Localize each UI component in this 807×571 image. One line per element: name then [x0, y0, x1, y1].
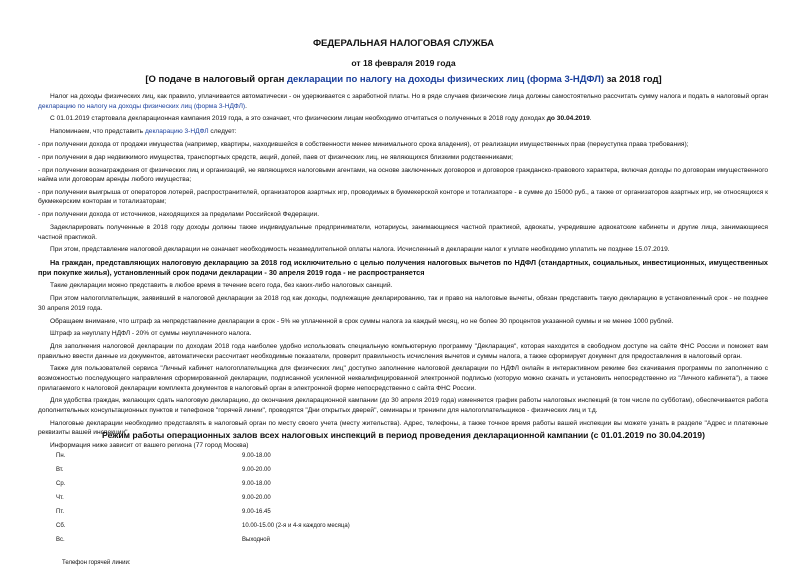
- day: Ср.: [56, 481, 66, 487]
- day: Вт.: [56, 467, 64, 473]
- title-suffix: за 2018 год]: [604, 74, 662, 85]
- paragraph: [38, 114, 768, 124]
- declaration-3ndfl-link[interactable]: декларацию 3-НДФЛ: [144, 128, 209, 136]
- day: Сб.: [56, 523, 66, 529]
- hours: 9.00-18.00: [242, 453, 271, 459]
- text: следует:: [208, 128, 237, 136]
- bold-paragraph: На граждан, представляющих налоговую декларацию за 2018 год исключительно с целью получения налоговых вычетов по НДФЛ (стандартных, социальных, инвестиционных, имущественных при покупке жилья), установленный срок подачи декларации - 30 апреля 2019 года - не распространяется: [38, 258, 768, 278]
- title-prefix: [О подаче в налоговый орган: [145, 74, 287, 85]
- schedule-row: [56, 467, 456, 477]
- list-item: - при получении выигрыша от операторов лотерей, распространителей, организаторов азартных игр, проводимых в букмекерской конторе и тотализаторе - в сумме до 15000 руб., а также от организаторов азартных игр, не относящихся к букмекерским конторам и тотализаторам;: [38, 188, 768, 206]
- day: Пн.: [56, 453, 66, 459]
- schedule-row: [56, 453, 456, 463]
- schedule-row: [56, 509, 456, 519]
- paragraph: Также для пользователей сервиса "Личный кабинет налогоплательщика для физических лиц" доступно заполнение налоговой декларации по НДФЛ онлайн в интерактивном режиме без скачивания программы по заполнению с возможностью последующего направления сформированной декларации, подписанной усиленной неквалифицированной электронной подписью (которую можно скачать и установить непосредственно из "Личного кабинета"), а также прилагаемого к налоговой декларации комплекта документов в налоговый орган в электронной форме непосредственно с сайта ФНС России.: [38, 365, 768, 392]
- document-body: [38, 92, 768, 454]
- list-item: - при получении дохода от источников, находящихся за пределами Российской Федерации.: [38, 211, 320, 219]
- schedule-title: Режим работы операционных залов всех налоговых инспекций в период проведения декларационной кампании (с 01.01.2019 по 30.04.2019): [102, 430, 705, 440]
- schedule-row: [56, 495, 456, 505]
- paragraph: [38, 127, 768, 137]
- paragraph: Информация ниже зависит от вашего региона (77 город Москва): [50, 442, 249, 450]
- paragraph: Штраф за неуплату НДФЛ - 20% от суммы неуплаченного налога.: [50, 330, 252, 338]
- paragraph: Для заполнения налоговой декларации по доходам 2018 года наиболее удобно использовать специальную компьютерную программу "Декларация", которая находится в свободном доступе на сайте ФНС России и поможет вам правильно ввести данные из документов, автоматически рассчитает необходимые показатели, проверит правильность исчисления вычетов и суммы налога, а также сформирует документ для предоставления в налоговый орган.: [38, 343, 768, 360]
- paragraph: Задекларировать полученные в 2018 году доходы должны также индивидуальные предприниматели, нотариусы, занимающиеся частной практикой, адвокаты, учредившие адвокатские кабинеты и другие лица, занимающиеся частной практикой.: [38, 224, 768, 241]
- declaration-link[interactable]: декларацию по налогу на доходы физических лиц (форма 3-НДФЛ): [38, 102, 246, 110]
- hours: 9.00-20.00: [242, 495, 271, 501]
- hours: 9.00-18.00: [242, 481, 271, 487]
- agency-name: ФЕДЕРАЛЬНАЯ НАЛОГОВАЯ СЛУЖБА: [312, 38, 495, 49]
- list-item: - при получении в дар недвижимого имущества, транспортных средств, акций, долей, паев от физических лиц, не являющихся близкими родственниками;: [38, 153, 513, 161]
- hours: Выходной: [242, 537, 270, 543]
- paragraph: При этом налогоплательщик, заявивший в налоговой декларации за 2018 год как доходы, подлежащие декларированию, так и право на налоговые вычеты, обязан представить такую декларацию в установленный срок - не позднее 30 апреля 2019 года.: [38, 295, 768, 312]
- title-link[interactable]: декларации по налогу на доходы физических лиц (форма 3-НДФЛ): [286, 74, 605, 85]
- text: .: [245, 102, 247, 110]
- document-title: [0, 74, 807, 85]
- schedule-row: [56, 481, 456, 491]
- day: Вс.: [56, 537, 65, 543]
- list-item: - при получении дохода от продажи имущества (например, квартиры, находившейся в собственности менее минимального срока владения), от реализации имущественных прав (переуступка права требования);: [38, 140, 689, 148]
- paragraph: Такие декларации можно представить в любое время в течение всего года, без каких-либо налоговых санкций.: [50, 282, 393, 290]
- list-item: - при получении вознаграждения от физических лиц и организаций, не являющихся налоговыми агентами, на основе заключенных договоров и договоров гражданско-правового характера, включая доходы по договорам имущественного найма или договорам аренды любого имущества;: [38, 166, 768, 184]
- day: Чт.: [56, 495, 64, 501]
- paragraph: [38, 92, 768, 111]
- schedule-row: [56, 523, 456, 533]
- paragraph: При этом, представление налоговой декларации не означает необходимость незамедлительной оплаты налога. Исчисленный в декларации налог к уплате необходимо уплатить не позднее 15.07.2019.: [50, 246, 670, 254]
- hotline-label: Телефон горячей линии:: [62, 560, 131, 566]
- schedule-row: [56, 537, 456, 547]
- text: .: [589, 115, 592, 123]
- text: Напоминаем, что представить: [50, 128, 145, 136]
- paragraph: Для удобства граждан, желающих сдать налоговую декларацию, до окончания декларационной кампании (до 30 апреля 2019 года) изменяется график работы налоговых инспекций (в том числе по субботам), обеспечивается работа дополнительных консультационных пунктов и телефонов "горячей линии", проводятся "Дни открытых дверей", семинары и тренинги для налогоплательщиков - физических лиц и т.д.: [38, 397, 768, 415]
- document-date: от 18 февраля 2019 года: [351, 58, 456, 68]
- deadline: до 30.04.2019: [546, 115, 590, 123]
- hours: 9.00-16.45: [242, 509, 271, 515]
- paragraph: Налоговые декларации необходимо представлять в налоговый орган по месту своего учета (месту жительства). Адрес, телефоны, а также точное время работы вашей инспекции вы можете узнать в разделе "Адрес и платежные реквизиты вашей инспекции".: [38, 419, 768, 437]
- paragraph: Обращаем внимание, что штраф за непредставление декларации в срок - 5% не уплаченной в срок суммы налога за каждый месяц, но не более 30 процентов указанной суммы и не менее 1000 рублей.: [50, 317, 674, 325]
- text: С 01.01.2019 стартовала декларационная кампания 2019 года, а это означает, что физическим лицам необходимо отчитаться о полученных в 2018 году доходах: [50, 115, 547, 123]
- hours: 9.00-20.00: [242, 467, 271, 473]
- day: Пт.: [56, 509, 65, 515]
- text: Налог на доходы физических лиц, как правило, уплачивается автоматически - он удерживается с заработной платы. Но в ряде случаев физические лица должны самостоятельно рассчитать сумму налога и подать в налоговый орган: [50, 93, 768, 100]
- hours: 10.00-15.00 (2-я и 4-я каждого месяца): [242, 523, 350, 529]
